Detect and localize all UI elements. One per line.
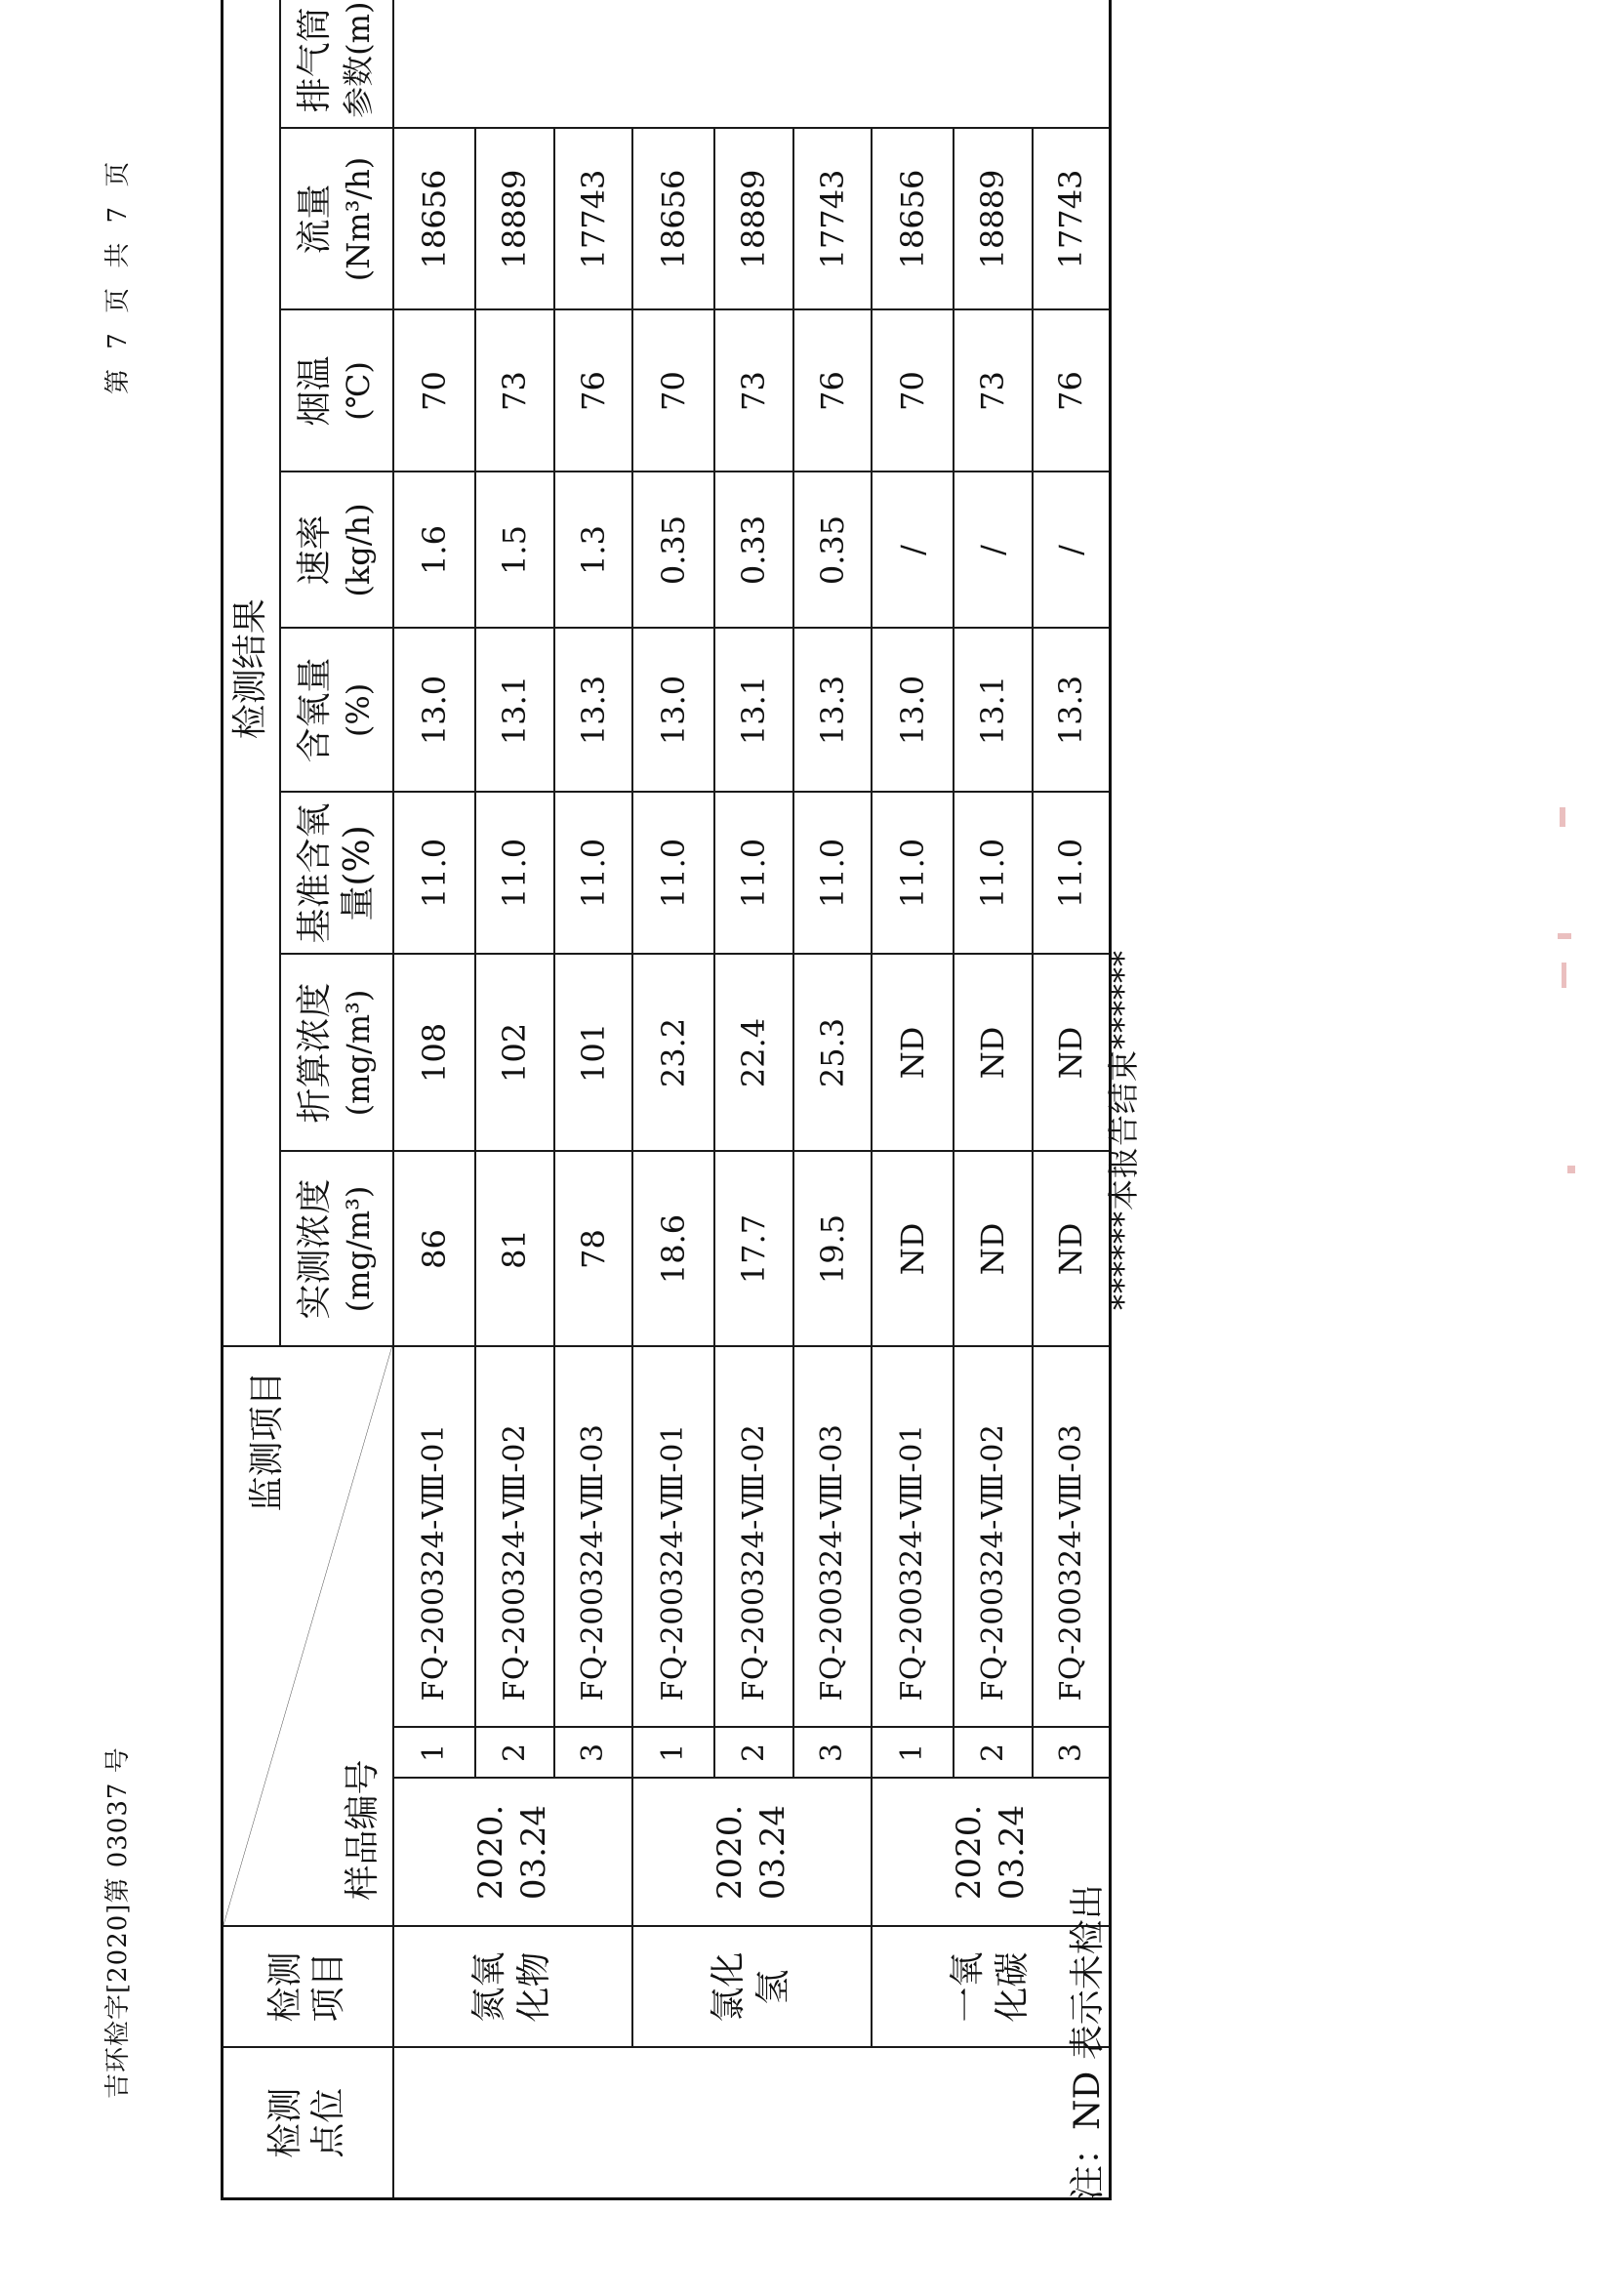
results-table-body [393,0,1111,2199]
measured-value: 86 [393,1151,475,1346]
date-line: 03.24 [753,1804,792,1901]
col-header-measured [280,1151,393,1346]
flow-value: 17743 [1033,128,1111,309]
oxygen-value: 13.1 [714,628,793,792]
sample-index: 2 [475,1728,554,1779]
header-line: 速率 [294,514,335,586]
col-header-oxygen [280,628,393,792]
sample-index: 2 [714,1728,793,1779]
project-line: 化碳 [992,1951,1033,2023]
base-oxygen-value: 11.0 [954,792,1033,954]
project-line: 氮氧 [469,1951,509,2023]
project-cell [632,1927,872,2048]
header-line: 检测 [265,2087,306,2158]
date-cell [632,1779,872,1927]
col-header-rate [280,472,393,628]
table-row [632,0,714,2199]
header-line: 排气筒 [294,7,335,113]
rate-value: / [954,472,1033,628]
header-line: 点位 [308,2087,349,2158]
col-header-converted [280,954,393,1151]
oxygen-value: 13.3 [554,628,632,792]
rate-value: 1.6 [393,472,475,628]
temp-value: 76 [1033,309,1111,472]
measured-value: ND [872,1151,954,1346]
header-line: 烟温 [294,355,335,427]
converted-value: 108 [393,954,475,1151]
header-line: 含氧量 [294,657,335,763]
measured-value: ND [954,1151,1033,1346]
temp-value: 73 [714,309,793,472]
header-line: 实测浓度 [294,1178,335,1320]
base-oxygen-value: 11.0 [475,792,554,954]
seal-mark [1562,963,1566,988]
diagonal-header-cell [223,1346,393,1926]
sample-code: FQ-200324-Ⅷ-03 [793,1346,872,1727]
converted-value: 25.3 [793,954,872,1151]
temp-value: 70 [632,309,714,472]
sample-index: 3 [554,1728,632,1779]
col-header-flow [280,128,393,309]
oxygen-value: 13.1 [475,628,554,792]
sample-index: 1 [393,1728,475,1779]
stack-param-cell [393,0,1111,128]
temp-value: 73 [954,309,1033,472]
footnote: 注：ND 表示未检出 [1068,1884,1108,2200]
sample-index: 2 [954,1728,1033,1779]
flow-value: 18656 [393,128,475,309]
rate-value: / [872,472,954,628]
sample-code: FQ-200324-Ⅷ-03 [554,1346,632,1727]
temp-value: 76 [793,309,872,472]
temp-value: 70 [393,309,475,472]
measured-value: ND [1033,1151,1111,1346]
header-unit: (℃) [339,361,377,421]
sample-code: FQ-200324-Ⅷ-01 [393,1346,475,1727]
sample-code: FQ-200324-Ⅷ-02 [954,1346,1033,1727]
oxygen-value: 13.0 [393,628,475,792]
flow-value: 18656 [872,128,954,309]
measured-value: 18.6 [632,1151,714,1346]
sample-index: 3 [1033,1728,1111,1779]
converted-value: 23.2 [632,954,714,1151]
sample-index: 3 [793,1728,872,1779]
sample-code: FQ-200324-Ⅷ-03 [1033,1346,1111,1727]
base-oxygen-value: 11.0 [393,792,475,954]
rate-value: 0.35 [632,472,714,628]
converted-value: 102 [475,954,554,1151]
temp-value: 73 [475,309,554,472]
date-line: 03.24 [992,1804,1032,1901]
date-line: 2020. [471,1804,510,1901]
col-header-point [223,2048,393,2199]
rate-value: 0.33 [714,472,793,628]
date-line: 2020. [710,1804,750,1901]
base-oxygen-value: 11.0 [554,792,632,954]
measured-value: 19.5 [793,1151,872,1346]
header-line: 流量 [294,184,335,255]
converted-value: ND [1033,954,1111,1151]
project-line: 化物 [514,1951,554,2023]
measured-value: 17.7 [714,1151,793,1346]
base-oxygen-value: 11.0 [714,792,793,954]
temp-value: 76 [554,309,632,472]
rate-value: 1.3 [554,472,632,628]
date-cell [393,1779,632,1927]
base-oxygen-value: 11.0 [793,792,872,954]
base-oxygen-value: 11.0 [1033,792,1111,954]
diag-header-monitor-item: 监测项目 [247,1371,287,1512]
header-unit: (mg/m³) [339,1185,377,1313]
temp-value: 70 [872,309,954,472]
header-line: 检测 [265,1951,306,2023]
seal-mark [1560,807,1565,827]
rate-value: 1.5 [475,472,554,628]
header-unit: (kg/h) [339,503,377,597]
converted-value: 22.4 [714,954,793,1151]
flow-value: 17743 [793,128,872,309]
project-line: 氢 [753,1969,793,2005]
results-table [221,0,1112,2200]
table-row [393,0,475,2199]
rate-value: / [1033,472,1111,628]
col-header-results: 检测结果 [223,0,280,1346]
page-info: 第 7 页 共 7 页 [103,155,133,394]
header-line: 折算浓度 [294,982,335,1124]
oxygen-value: 13.1 [954,628,1033,792]
header-unit: (%) [339,682,377,738]
flow-value: 18656 [632,128,714,309]
end-of-report: ******本报告结束****** [1105,949,1142,1310]
header-unit: 参数(m) [339,1,377,118]
base-oxygen-value: 11.0 [872,792,954,954]
oxygen-value: 13.0 [872,628,954,792]
col-header-temp [280,309,393,472]
col-header-base-oxygen [280,792,393,954]
sample-code: FQ-200324-Ⅷ-01 [872,1346,954,1727]
rate-value: 0.35 [793,472,872,628]
converted-value: 101 [554,954,632,1151]
header-line: 量(%) [337,825,378,922]
converted-value: ND [954,954,1033,1151]
seal-mark [1558,933,1571,939]
header-line: 基准含氧 [294,802,335,944]
table-row [872,0,954,2199]
report-number: 吉环检字[2020]第 03037 号 [103,1746,133,2099]
flow-value: 18889 [714,128,793,309]
flow-value: 17743 [554,128,632,309]
flow-value: 18889 [475,128,554,309]
col-header-project [223,1927,393,2048]
oxygen-value: 13.3 [1033,628,1111,792]
col-header-stack [280,0,393,128]
converted-value: ND [872,954,954,1151]
point-cell [393,2048,1111,2199]
header-unit: (mg/m³) [339,989,377,1117]
project-line: 一氧 [947,1951,988,2023]
sample-index: 1 [632,1728,714,1779]
seal-mark [1567,1166,1575,1173]
sample-code: FQ-200324-Ⅷ-01 [632,1346,714,1727]
oxygen-value: 13.0 [632,628,714,792]
sample-index: 1 [872,1728,954,1779]
date-line: 2020. [949,1804,989,1901]
header-unit: (Nm³/h) [339,156,377,282]
project-line: 氯化 [709,1951,749,2023]
measured-value: 78 [554,1151,632,1346]
header-line: 项目 [308,1951,349,2023]
oxygen-value: 13.3 [793,628,872,792]
base-oxygen-value: 11.0 [632,792,714,954]
sample-code: FQ-200324-Ⅷ-02 [475,1346,554,1727]
flow-value: 18889 [954,128,1033,309]
date-line: 03.24 [514,1804,553,1901]
sample-code: FQ-200324-Ⅷ-02 [714,1346,793,1727]
measured-value: 81 [475,1151,554,1346]
diag-header-sample-no: 样品编号 [342,1759,383,1901]
project-cell [393,1927,632,2048]
